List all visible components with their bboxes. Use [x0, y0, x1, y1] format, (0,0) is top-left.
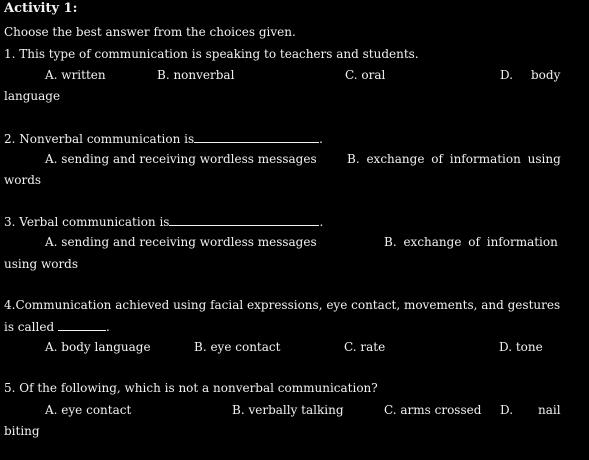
question-5-option-d-letter[interactable]: D.: [500, 403, 514, 417]
question-5-text: 5. Of the following, which is not a nonverbal communication?: [4, 381, 378, 395]
question-3-prompt: 3. Verbal communication is: [4, 215, 170, 229]
question-2-option-a[interactable]: A. sending and receiving wordless messages: [45, 152, 317, 166]
question-1-option-a[interactable]: A. written: [45, 68, 106, 82]
question-3-continuation: using words: [4, 257, 79, 271]
question-4-option-a[interactable]: A. body language: [45, 340, 151, 354]
instructions: Choose the best answer from the choices given.: [4, 25, 296, 39]
question-2-text: [4, 131, 323, 146]
answer-blank: [194, 131, 319, 143]
answer-blank: [169, 214, 319, 226]
question-1-option-c[interactable]: C. oral: [345, 68, 386, 82]
question-5-option-c[interactable]: C. arms crossed: [384, 403, 482, 417]
question-3-text: [4, 214, 323, 229]
question-3-option-a[interactable]: A. sending and receiving wordless messages: [45, 235, 317, 249]
question-4-option-c[interactable]: C. rate: [344, 340, 386, 354]
question-4-prompt: is called: [4, 320, 55, 334]
question-1-continuation: language: [4, 89, 61, 103]
question-5-option-a[interactable]: A. eye contact: [45, 403, 132, 417]
question-2-continuation: words: [4, 173, 42, 187]
question-1-option-b[interactable]: B. nonverbal: [157, 68, 235, 82]
question-4-option-b[interactable]: B. eye contact: [194, 340, 281, 354]
answer-blank: [58, 319, 106, 331]
question-3-option-b[interactable]: B. exchange of information: [384, 235, 558, 249]
question-2-period: .: [319, 132, 323, 146]
question-3-period: .: [319, 215, 324, 229]
question-1-option-d-text[interactable]: body: [531, 68, 561, 82]
question-2-option-b[interactable]: B. exchange of information using: [347, 152, 561, 166]
question-1-option-d-letter[interactable]: D.: [500, 68, 514, 82]
question-5-option-b[interactable]: B. verbally talking: [232, 403, 344, 417]
question-5-continuation: biting: [4, 424, 40, 438]
question-5-option-d-text[interactable]: nail: [538, 403, 561, 417]
question-4-text: 4.Communication achieved using facial expressions, eye contact, movements, and gestures: [4, 298, 561, 312]
question-1-text: 1. This type of communication is speaking to teachers and students.: [4, 47, 419, 61]
question-4-text-cont: [4, 319, 110, 334]
activity-title: Activity 1:: [4, 1, 78, 16]
question-2-prompt: 2. Nonverbal communication is: [4, 132, 195, 146]
question-4-period: .: [105, 320, 110, 334]
question-4-option-d[interactable]: D. tone: [499, 340, 543, 354]
